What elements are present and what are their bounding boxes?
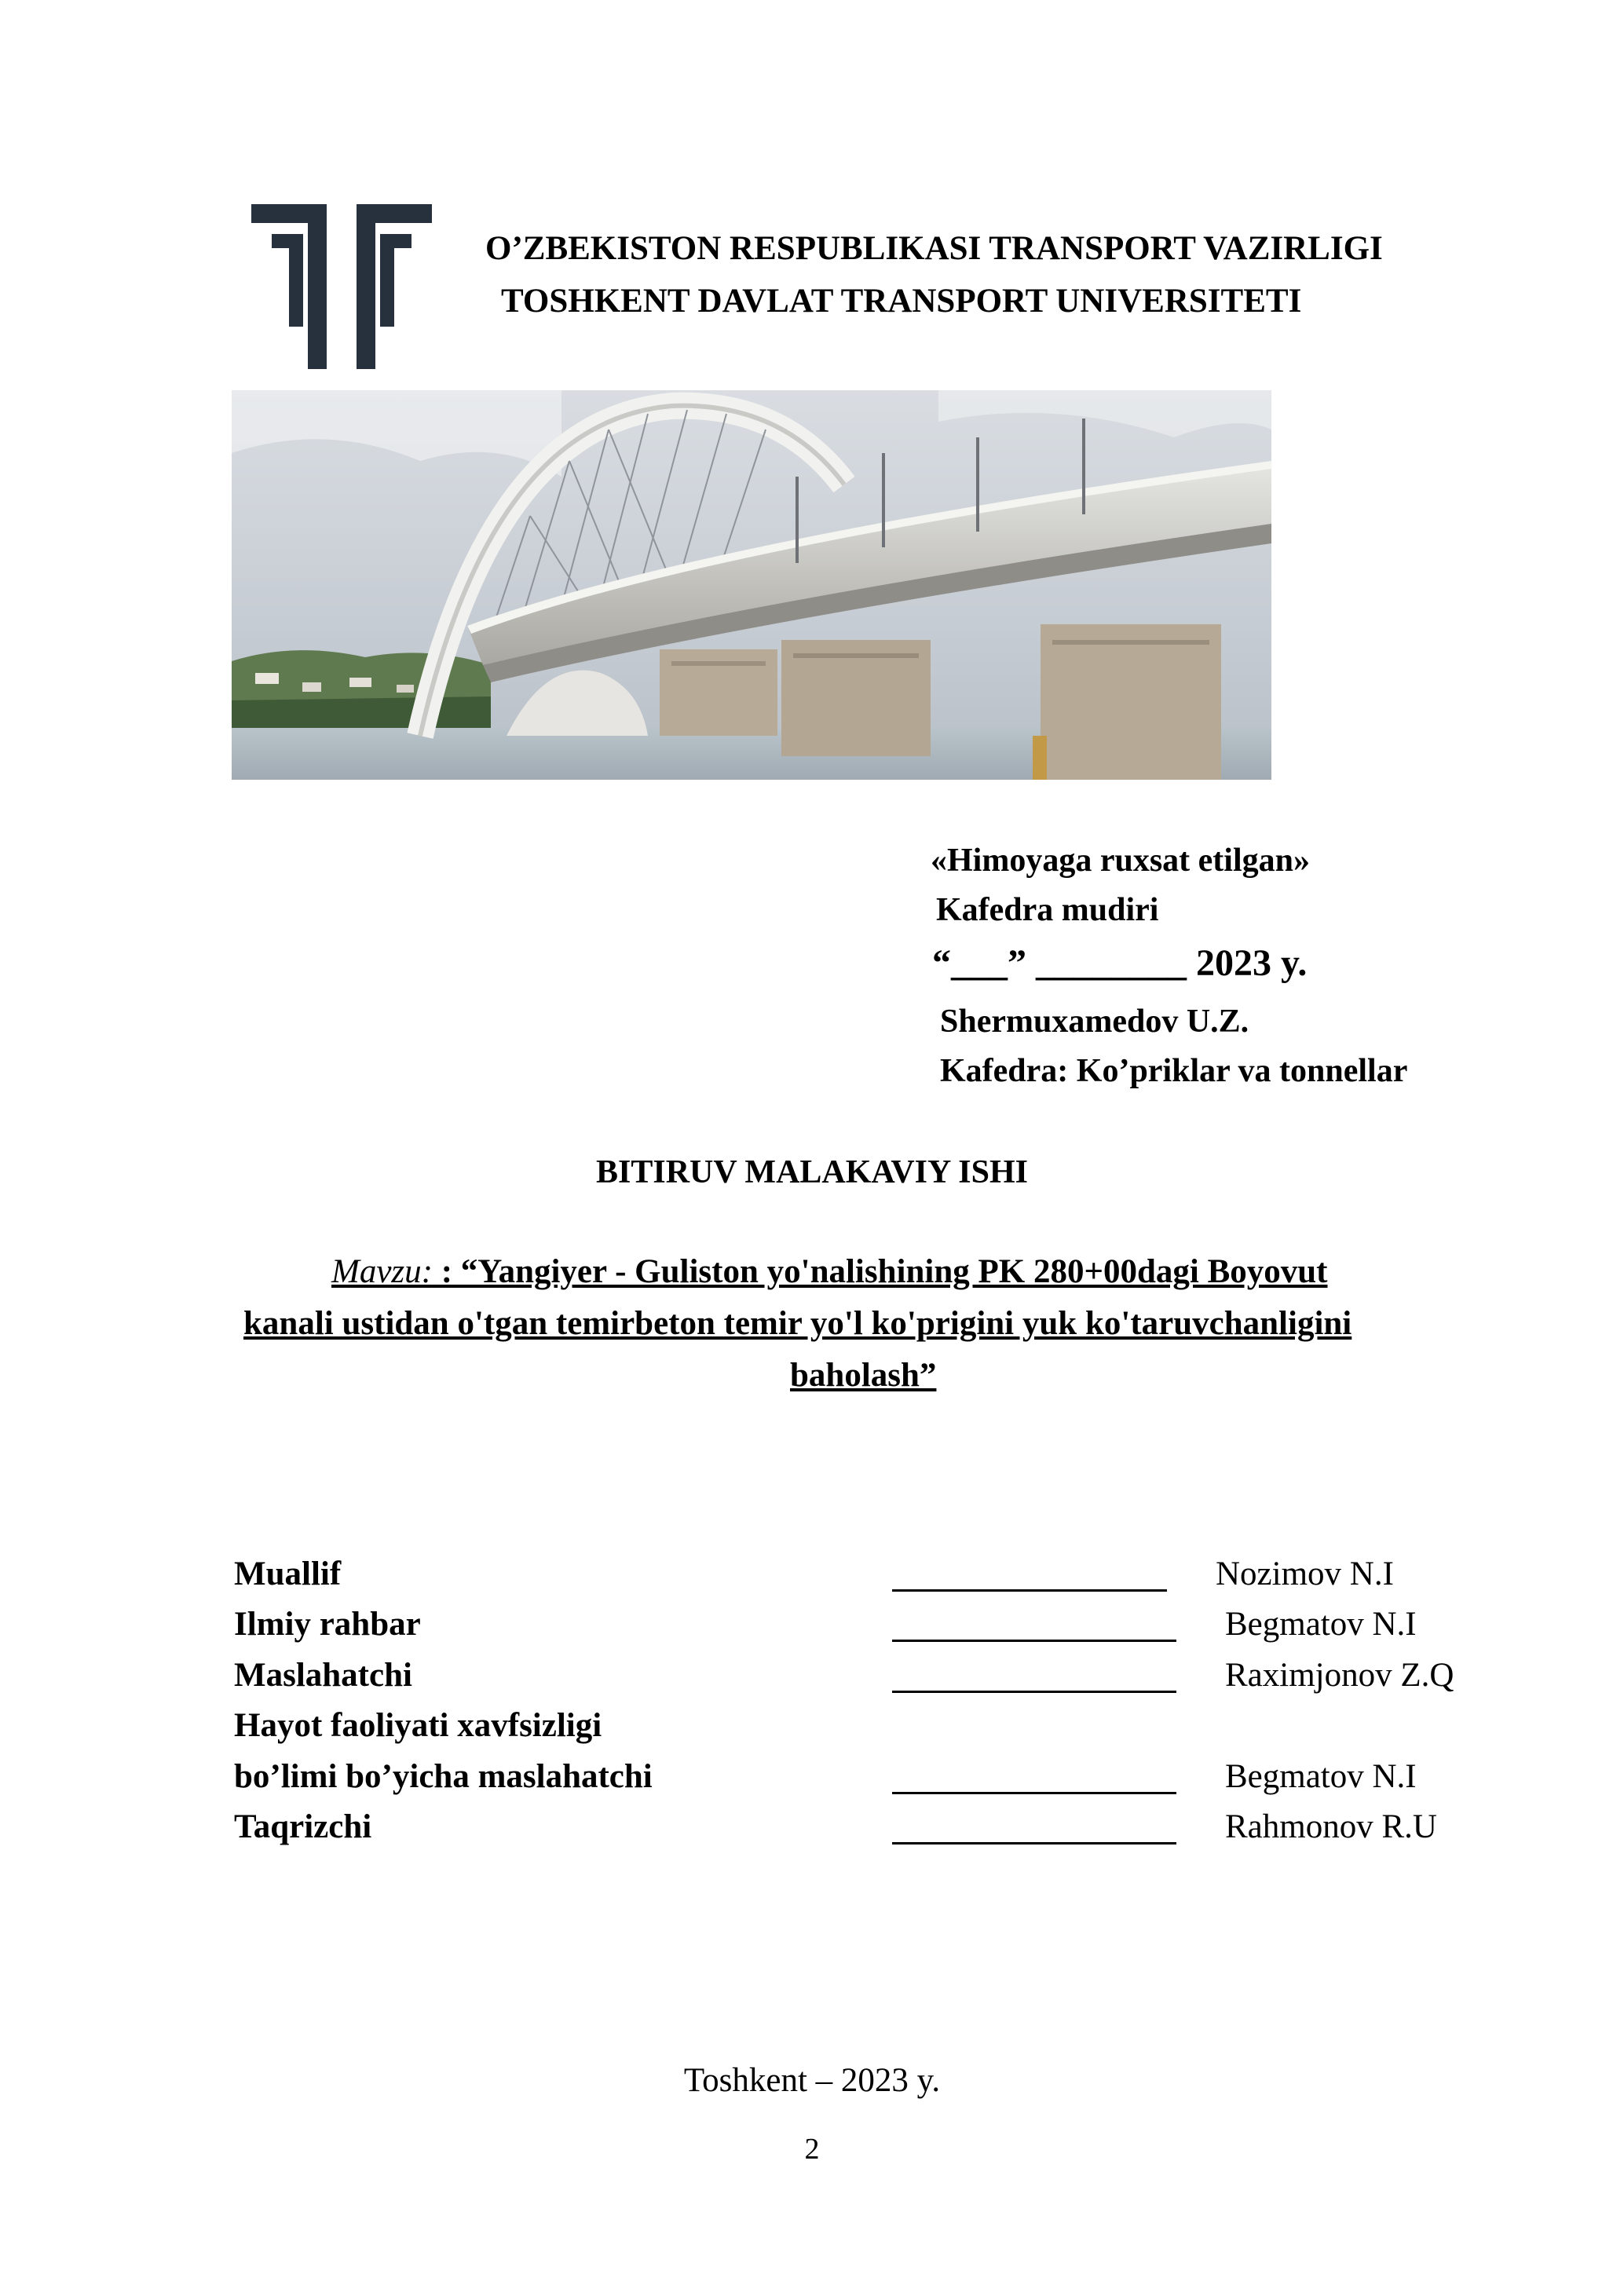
place-and-year: Toshkent – 2023 y. [683, 2062, 941, 2099]
university-name: TOSHKENT DAVLAT TRANSPORT UNIVERSITETI [501, 283, 1302, 320]
topic-line-1 [331, 1255, 1328, 1289]
page-number: 2 [804, 2133, 820, 2166]
head-of-department-label: Kafedra mudiri [936, 892, 1159, 928]
ministry-name: O’ZBEKISTON RESPUBLIKASI TRANSPORT VAZIRLIGI [485, 230, 1383, 267]
topic-text-1: : “Yangiyer - Guliston yo'nalishining PK 280+00dagi Boyovut [432, 1253, 1328, 1290]
role-consultant: Maslahatchi [234, 1657, 412, 1694]
signature-line [892, 1792, 1176, 1794]
role-safety-consultant-line-2: bo’limi bo’yicha maslahatchi [234, 1758, 653, 1795]
role-author: Muallif [234, 1556, 342, 1592]
author-name: Nozimov N.I [1216, 1556, 1394, 1592]
role-reviewer: Taqrizchi [234, 1808, 372, 1845]
university-logo [251, 196, 432, 377]
approval-heading: «Himoyaga ruxsat etilgan» [931, 843, 1310, 879]
department-name: Kafedra: Ko’priklar va tonnellar [940, 1053, 1408, 1089]
reviewer-name: Rahmonov R.U [1225, 1808, 1437, 1845]
topic-label: Mavzu: [331, 1253, 433, 1290]
head-of-department-name: Shermuxamedov U.Z. [940, 1004, 1249, 1040]
signature-line [892, 1589, 1167, 1592]
topic-line-2: kanali ustidan o'tgan temirbeton temir yo'l ko'prigini yuk ko'taruvchanligini [243, 1305, 1352, 1342]
role-supervisor: Ilmiy rahbar [234, 1606, 421, 1643]
signature-line [892, 1640, 1176, 1642]
bridge-photo [232, 390, 1271, 780]
supervisor-name: Begmatov N.I [1225, 1606, 1417, 1643]
role-safety-consultant-line-1: Hayot faoliyati xavfsizligi [234, 1707, 602, 1744]
topic-line-3: baholash” [790, 1357, 937, 1394]
safety-consultant-name: Begmatov N.I [1225, 1758, 1417, 1795]
signature-line [892, 1691, 1176, 1693]
consultant-name: Raximjonov Z.Q [1225, 1657, 1454, 1694]
approval-date-line: “___” ________ 2023 y. [932, 942, 1308, 984]
signature-line [892, 1842, 1176, 1844]
document-title: BITIRUV MALAKAVIY ISHI [595, 1154, 1029, 1190]
